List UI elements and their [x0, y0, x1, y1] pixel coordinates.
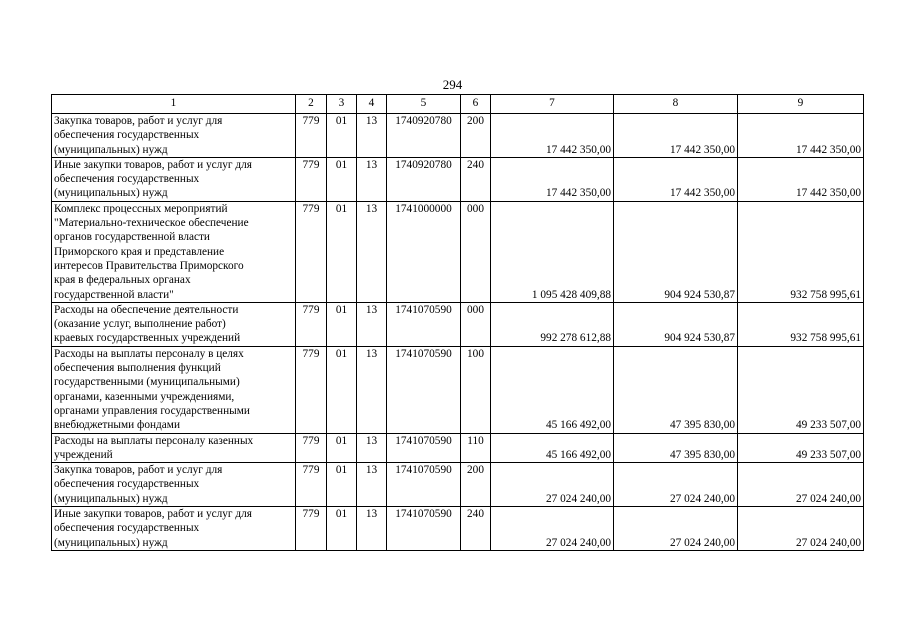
item-name-cell [52, 463, 296, 507]
item-name-line: (муниципальных) нужд [54, 536, 168, 549]
item-name-line: (муниципальных) нужд [54, 492, 168, 505]
item-name-cell [52, 433, 296, 463]
item-name-line: Приморского края и представление [54, 245, 225, 258]
item-name-line: интересов Правительства Приморского [54, 259, 244, 272]
amount-cell-c8: 47 395 830,00 [614, 346, 738, 433]
code-cell-c4: 13 [357, 463, 387, 507]
amount-cell-c7: 27 024 240,00 [491, 463, 614, 507]
code-cell-c5: 1740920780 [387, 114, 461, 158]
item-name-line: Закупка товаров, работ и услуг для [54, 115, 223, 127]
amount-cell-c7: 992 278 612,88 [491, 302, 614, 346]
code-cell-c6: 200 [461, 463, 491, 507]
amount-cell-c9: 27 024 240,00 [738, 507, 864, 551]
column-header: 9 [738, 95, 864, 114]
code-cell-c4: 13 [357, 114, 387, 158]
table-row [52, 433, 864, 463]
item-name-line: государственными (муниципальными) [54, 376, 240, 389]
code-cell-c3: 01 [327, 302, 357, 346]
item-name-line: Расходы на выплаты персоналу казенных [54, 434, 254, 447]
item-name-line: Иные закупки товаров, работ и услуг для [54, 508, 252, 521]
item-name-cell [52, 507, 296, 551]
code-cell-c3: 01 [327, 463, 357, 507]
amount-cell-c8: 27 024 240,00 [614, 463, 738, 507]
amount-cell-c7: 17 442 350,00 [491, 157, 614, 201]
amount-cell-c9: 932 758 995,61 [738, 302, 864, 346]
table-row [52, 114, 864, 158]
code-cell-c3: 01 [327, 114, 357, 158]
amount-cell-c8: 904 924 530,87 [614, 201, 738, 302]
amount-cell-c9: 17 442 350,00 [738, 157, 864, 201]
item-name-line: органов государственной власти [54, 231, 210, 244]
item-name-line: Закупка товаров, работ и услуг для [54, 464, 223, 477]
item-name-line: обеспечения государственных [54, 173, 200, 186]
code-cell-c3: 01 [327, 157, 357, 201]
amount-cell-c9: 27 024 240,00 [738, 463, 864, 507]
table-row [52, 302, 864, 346]
code-cell-c2: 779 [296, 157, 327, 201]
column-header: 3 [327, 95, 357, 114]
page-number: 294 [442, 77, 463, 92]
code-cell-c3: 01 [327, 201, 357, 302]
amount-cell-c8: 27 024 240,00 [614, 507, 738, 551]
item-name-line: Расходы на обеспечение деятельности [54, 303, 239, 316]
code-cell-c3: 01 [327, 346, 357, 433]
code-cell-c4: 13 [357, 433, 387, 463]
header-row [52, 95, 864, 114]
amount-cell-c8: 17 442 350,00 [614, 157, 738, 201]
column-header: 1 [52, 95, 296, 114]
amount-cell-c8: 17 442 350,00 [614, 114, 738, 158]
item-name-line: Комплекс процессных мероприятий [54, 202, 228, 215]
code-cell-c2: 779 [296, 507, 327, 551]
item-name-line: Иные закупки товаров, работ и услуг для [54, 158, 252, 171]
column-header: 4 [357, 95, 387, 114]
item-name-line: Расходы на выплаты персоналу в целях [54, 347, 244, 360]
code-cell-c2: 779 [296, 463, 327, 507]
code-cell-c2: 779 [296, 114, 327, 158]
code-cell-c5: 1741070590 [387, 463, 461, 507]
table-row [52, 507, 864, 551]
code-cell-c5: 1741070590 [387, 433, 461, 463]
code-cell-c5: 1740920780 [387, 157, 461, 201]
item-name-cell [52, 157, 296, 201]
amount-cell-c7: 17 442 350,00 [491, 114, 614, 158]
item-name-line: органами управления государственными [54, 404, 250, 417]
code-cell-c6: 100 [461, 346, 491, 433]
code-cell-c2: 779 [296, 201, 327, 302]
amount-cell-c9: 49 233 507,00 [738, 346, 864, 433]
item-name-line: обеспечения выполнения функций [54, 362, 221, 375]
amount-cell-c8: 47 395 830,00 [614, 433, 738, 463]
code-cell-c6: 000 [461, 201, 491, 302]
code-cell-c5: 1741070590 [387, 507, 461, 551]
code-cell-c4: 13 [357, 157, 387, 201]
code-cell-c2: 779 [296, 346, 327, 433]
item-name-cell [52, 201, 296, 302]
code-cell-c4: 13 [357, 507, 387, 551]
column-header: 8 [614, 95, 738, 114]
code-cell-c2: 779 [296, 302, 327, 346]
budget-table [51, 94, 864, 551]
code-cell-c6: 240 [461, 157, 491, 201]
code-cell-c2: 779 [296, 433, 327, 463]
amount-cell-c7: 27 024 240,00 [491, 507, 614, 551]
item-name-cell [52, 114, 296, 158]
item-name-line: учреждений [54, 448, 113, 461]
item-name-line: обеспечения государственных [54, 129, 200, 142]
amount-cell-c7: 45 166 492,00 [491, 433, 614, 463]
code-cell-c6: 200 [461, 114, 491, 158]
amount-cell-c7: 1 095 428 409,88 [491, 201, 614, 302]
code-cell-c4: 13 [357, 346, 387, 433]
item-name-line: (муниципальных) нужд [54, 187, 168, 200]
item-name-cell [52, 302, 296, 346]
code-cell-c6: 110 [461, 433, 491, 463]
code-cell-c5: 1741070590 [387, 302, 461, 346]
item-name-line: обеспечения государственных [54, 522, 200, 535]
code-cell-c6: 000 [461, 302, 491, 346]
amount-cell-c9: 49 233 507,00 [738, 433, 864, 463]
code-cell-c5: 1741070590 [387, 346, 461, 433]
item-name-line: (муниципальных) нужд [54, 143, 168, 156]
amount-cell-c9: 932 758 995,61 [738, 201, 864, 302]
code-cell-c6: 240 [461, 507, 491, 551]
column-header: 5 [387, 95, 461, 114]
table-row [52, 346, 864, 433]
column-header: 7 [491, 95, 614, 114]
amount-cell-c9: 17 442 350,00 [738, 114, 864, 158]
amount-cell-c7: 45 166 492,00 [491, 346, 614, 433]
item-name-line: "Материально-техническое обеспечение [54, 217, 249, 230]
amount-cell-c8: 904 924 530,87 [614, 302, 738, 346]
item-name-cell [52, 346, 296, 433]
code-cell-c3: 01 [327, 433, 357, 463]
table-row [52, 201, 864, 302]
code-cell-c5: 1741000000 [387, 201, 461, 302]
item-name-line: обеспечения государственных [54, 478, 200, 491]
column-header: 2 [296, 95, 327, 114]
code-cell-c3: 01 [327, 507, 357, 551]
table-row [52, 463, 864, 507]
item-name-line: органами, казенными учреждениями, [54, 390, 235, 403]
item-name-line: внебюджетными фондами [54, 419, 180, 432]
item-name-line: государственной власти" [54, 288, 174, 301]
item-name-line: края в федеральных органах [54, 274, 191, 287]
code-cell-c4: 13 [357, 201, 387, 302]
code-cell-c4: 13 [357, 302, 387, 346]
item-name-line: (оказание услуг, выполнение работ) [54, 318, 226, 331]
column-header: 6 [461, 95, 491, 114]
item-name-line: краевых государственных учреждений [54, 332, 241, 345]
table-row [52, 157, 864, 201]
